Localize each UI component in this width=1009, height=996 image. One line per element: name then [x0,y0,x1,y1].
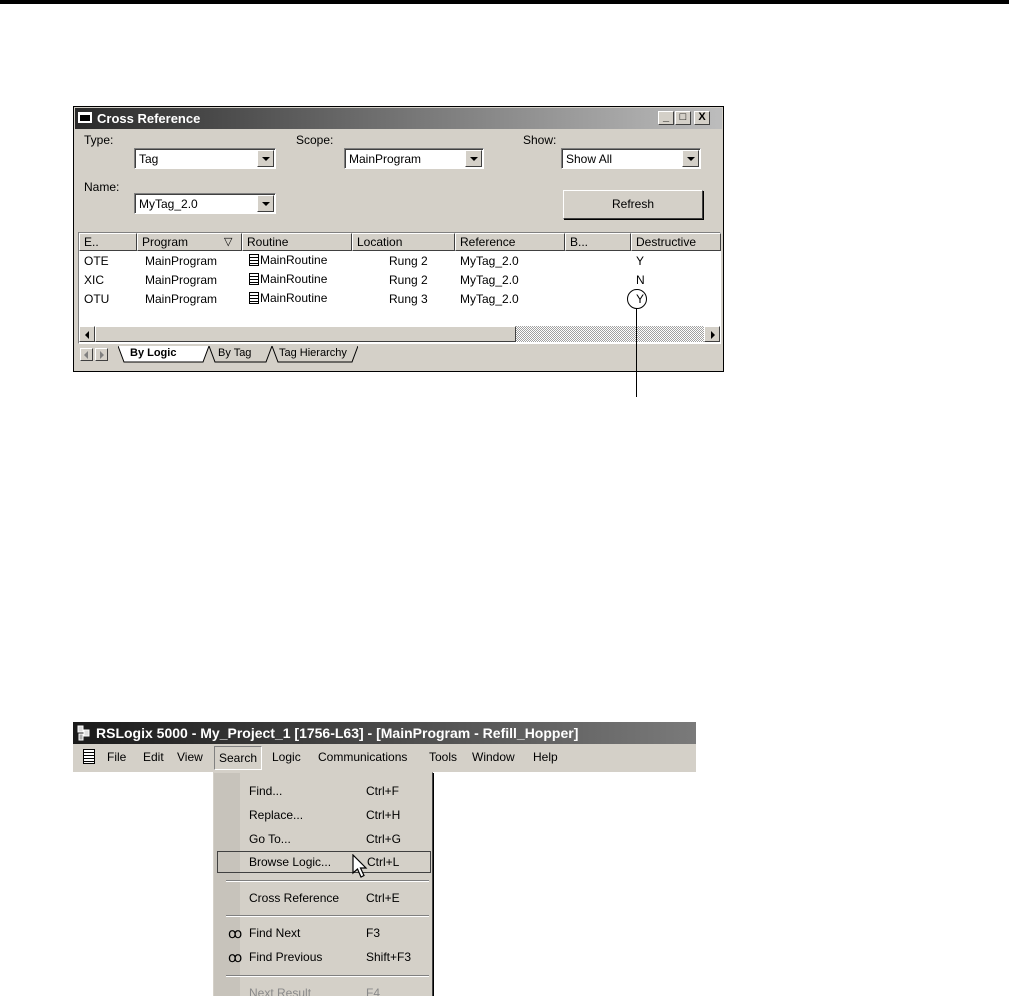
cell-routine[interactable]: MainRoutine [249,253,327,267]
cell-routine[interactable]: MainRoutine [249,272,327,286]
menu-item-find-next[interactable]: ꝏ Find Next F3 [228,925,381,941]
cross-reference-window [73,106,724,372]
column-header-location[interactable]: Location [352,233,455,251]
minimize-button[interactable]: _ [658,111,674,125]
arrow-right-icon [100,351,104,359]
column-header-routine[interactable]: Routine [242,233,352,251]
menu-item-browse-logic[interactable]: Browse Logic... Ctrl+L [217,851,431,873]
view-tabs [78,346,721,364]
horizontal-scrollbar[interactable] [79,326,720,342]
chevron-down-icon[interactable] [257,195,274,212]
cell-reference[interactable]: MyTag_2.0 [460,292,519,306]
show-value: Show All [566,152,613,166]
title-bar [75,108,722,129]
close-button[interactable]: X [694,111,710,125]
menu-edit[interactable]: Edit [143,750,164,764]
menu-separator [226,975,429,977]
column-header-e[interactable]: E.. [79,233,137,251]
mouse-pointer-icon [352,854,370,880]
menu-help[interactable]: Help [533,750,558,764]
ladder-routine-icon [249,292,259,304]
menu-logic[interactable]: Logic [272,750,301,764]
top-rule [0,0,1009,4]
menu-communications[interactable]: Communications [318,750,408,764]
tab-by-tag[interactable]: By Tag [218,347,252,359]
menu-tools[interactable]: Tools [429,750,458,764]
column-header-program-label: Program [142,235,189,249]
cell-location[interactable]: Rung 2 [389,273,428,287]
cell-reference[interactable]: MyTag_2.0 [460,273,519,287]
chevron-down-icon[interactable] [465,150,482,167]
column-header-reference[interactable]: Reference [455,233,565,251]
scroll-track[interactable] [516,326,704,342]
ladder-routine-icon [249,273,259,285]
cell-e[interactable]: XIC [84,273,105,287]
menu-item-find[interactable]: Find... Ctrl+F [249,784,399,798]
menu-item-replace[interactable]: Replace... Ctrl+H [249,808,401,822]
sort-icon: ▽ [224,236,233,248]
tab-scroll-left-button[interactable] [80,348,93,361]
column-header-program[interactable] [137,233,242,251]
menu-separator [226,915,429,917]
scroll-left-button[interactable] [79,326,95,342]
scroll-thumb[interactable] [95,326,516,342]
rslogix-app-icon [77,725,91,741]
cell-reference[interactable]: MyTag_2.0 [460,254,519,268]
scope-value: MainProgram [349,152,422,166]
name-label: Name: [84,180,120,194]
rslogix-window [73,722,696,996]
type-dropdown[interactable] [134,148,276,169]
menu-window[interactable]: Window [472,750,515,764]
tab-scroll-right-button[interactable] [95,348,108,361]
show-label: Show: [523,133,557,147]
search-menu-dropdown [213,772,433,996]
column-header-b[interactable]: B... [565,233,631,251]
menu-bar [73,744,696,772]
document-icon[interactable] [83,749,95,764]
tab-tag-hierarchy[interactable]: Tag Hierarchy [279,347,347,359]
menu-view[interactable]: View [177,750,203,764]
menu-separator [226,880,429,882]
tab-by-logic[interactable]: By Logic [130,347,177,359]
cell-program[interactable]: MainProgram [145,273,218,287]
chevron-down-icon[interactable] [682,150,699,167]
cell-program[interactable]: MainProgram [145,254,218,268]
arrow-left-icon [84,351,88,359]
menu-item-find-previous[interactable]: ꝏ Find Previous Shift+F3 [228,949,412,965]
cell-program[interactable]: MainProgram [145,292,218,306]
menu-search[interactable]: Search [214,746,262,770]
window-title: Cross Reference [97,111,201,126]
scope-dropdown[interactable] [344,148,484,169]
column-header-destructive[interactable]: Destructive [631,233,721,251]
menu-item-cross-reference[interactable]: Cross Reference Ctrl+E [249,891,400,905]
menu-file[interactable]: File [107,750,127,764]
name-value: MyTag_2.0 [139,197,198,211]
show-dropdown[interactable] [561,148,701,169]
scope-label: Scope: [296,133,334,147]
find-next-icon: ꝏ [228,925,243,941]
cell-location[interactable]: Rung 2 [389,254,428,268]
maximize-button[interactable]: □ [675,111,691,125]
results-table [78,232,721,344]
menu-item-next-result[interactable]: Next Result F4 [249,986,381,996]
menu-item-go-to[interactable]: Go To... Ctrl+G [249,832,402,846]
type-label: Type: [84,133,114,147]
arrow-left-icon [85,331,89,339]
arrow-right-icon [711,331,715,339]
cell-e[interactable]: OTE [84,254,109,268]
callout-circle [627,289,647,309]
cell-destructive[interactable]: Y [636,292,645,306]
scroll-right-button[interactable] [704,326,720,342]
cell-destructive[interactable]: N [636,273,645,287]
refresh-button[interactable]: Refresh [563,190,703,219]
window-icon [78,112,92,123]
cell-location[interactable]: Rung 3 [389,292,428,306]
rslogix-title-bar [73,722,696,744]
rslogix-title: RSLogix 5000 - My_Project_1 [1756-L63] - [MainProgram - Refill_Hopper] [96,725,579,741]
type-value: Tag [139,152,159,166]
cell-routine[interactable]: MainRoutine [249,291,327,305]
cell-e[interactable]: OTU [84,292,110,306]
name-dropdown[interactable] [134,193,276,214]
chevron-down-icon[interactable] [257,150,274,167]
callout-line [636,308,637,397]
cell-destructive[interactable]: Y [636,254,645,268]
ladder-routine-icon [249,254,259,266]
find-previous-icon: ꝏ [228,949,243,965]
